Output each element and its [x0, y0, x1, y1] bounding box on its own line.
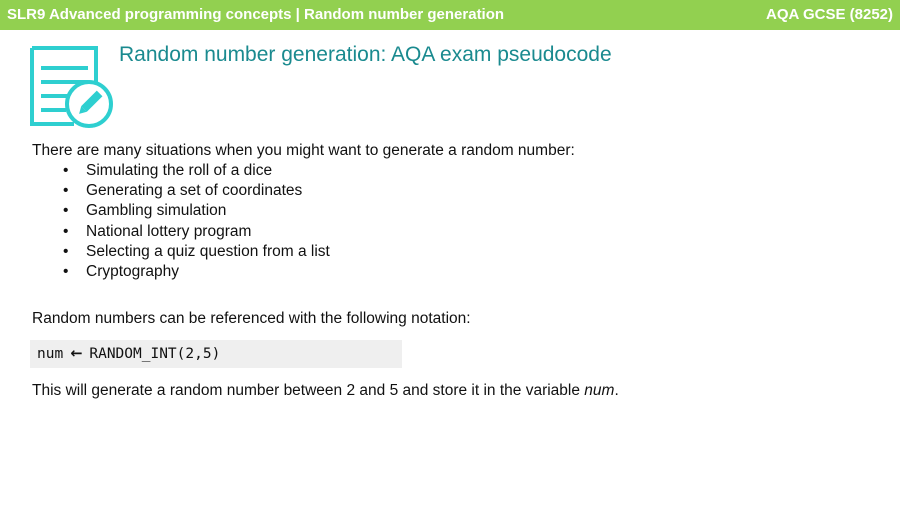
notation-intro: Random numbers can be referenced with the following notation:: [32, 310, 471, 327]
bullet-dot: •: [63, 262, 69, 280]
bullet-dot: •: [63, 162, 69, 179]
outro-text: This will generate a random number between 2 and 5 and store it in the variable num.: [32, 382, 619, 399]
bullet-dot: •: [63, 222, 69, 240]
page-title: Random number generation: AQA exam pseudocode: [119, 43, 612, 66]
header-right-title: AQA GCSE (8252): [766, 6, 893, 23]
code-expression: RANDOM_INT(2,5): [89, 346, 221, 362]
code-snippet: [30, 340, 402, 368]
bullet-dot: •: [63, 182, 69, 200]
bullet-dot: •: [63, 242, 69, 260]
header-left-title: SLR9 Advanced programming concepts | Random number generation: [7, 6, 505, 23]
header-bar: [0, 0, 900, 30]
assignment-arrow-icon: ←: [70, 346, 83, 362]
bullet-dot: •: [63, 202, 69, 220]
code-variable: num: [37, 346, 64, 362]
document-edit-icon: [28, 44, 114, 130]
intro-text: There are many situations when you might want to generate a random number:: [32, 142, 575, 159]
variable-name: num: [584, 382, 615, 399]
